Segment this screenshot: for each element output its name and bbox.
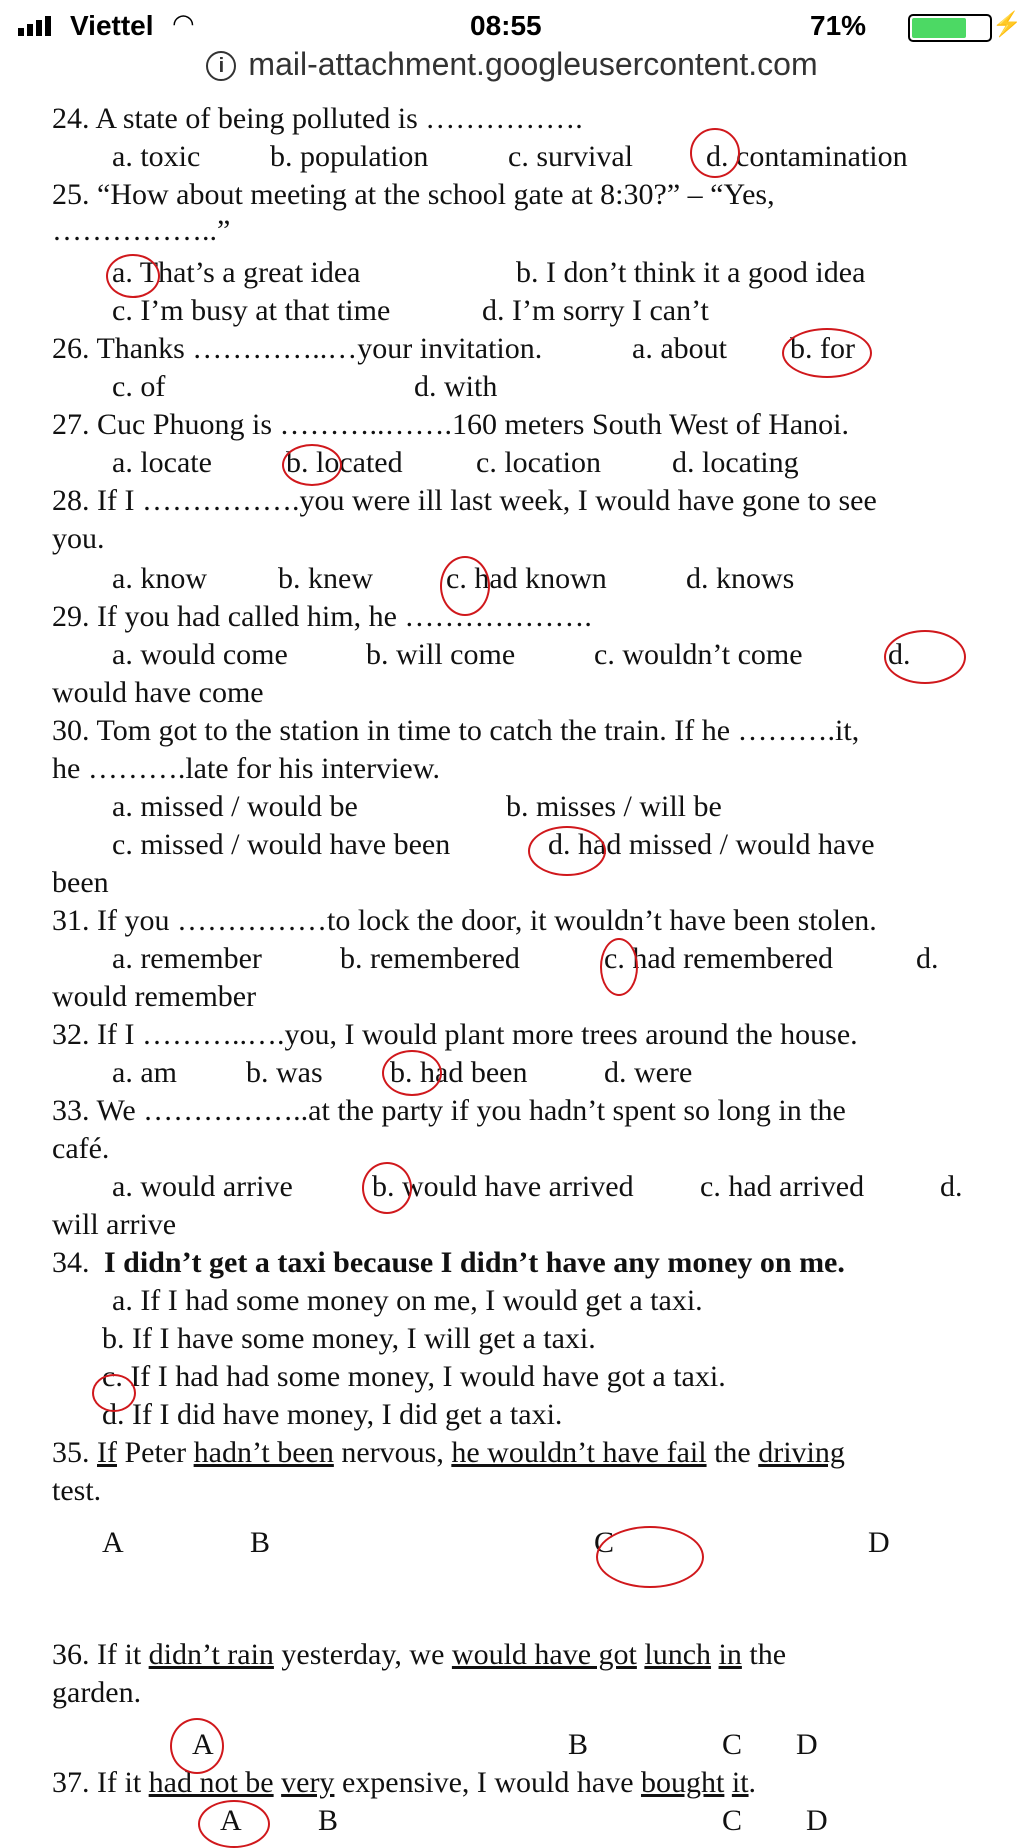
- signal-icon: [18, 16, 51, 36]
- q37-underline-b: very: [281, 1766, 335, 1799]
- q29-option-b: b. will come: [366, 638, 516, 671]
- q37-underline-a: had not be: [148, 1766, 274, 1799]
- q37-underline-d: it: [731, 1766, 749, 1799]
- q33-option-b: b. would have arrived: [372, 1170, 634, 1203]
- q35-underline-b: hadn’t been: [193, 1436, 334, 1469]
- q36-underline-a: didn’t rain: [148, 1638, 274, 1671]
- answer-circle-q27: [282, 444, 342, 486]
- q27-stem: 27. Cuc Phuong is ………..…….160 meters South West of Hanoi.: [52, 408, 850, 441]
- q28-continuation: you.: [52, 522, 105, 555]
- q36-label-c: C: [722, 1728, 743, 1761]
- q36-label-b: B: [568, 1728, 589, 1761]
- q34-option-d: d. If I did have money, I did get a taxi.: [102, 1398, 563, 1431]
- q26-option-c: c. of: [112, 370, 166, 403]
- q26-option-b: b. for: [790, 332, 855, 365]
- q35-label-c: C: [594, 1526, 615, 1559]
- q36-stem: 36. If it didn’t rain yesterday, we would have got lunch in the: [52, 1638, 787, 1671]
- q35-label-a: A: [102, 1526, 124, 1559]
- q24-stem: 24. A state of being polluted is …………….: [52, 102, 583, 135]
- q33-continuation: café.: [52, 1132, 110, 1165]
- q37-label-c: C: [722, 1804, 743, 1837]
- q33-option-a: a. would arrive: [112, 1170, 293, 1203]
- carrier-name: Viettel: [70, 10, 154, 41]
- q33-option-c: c. had arrived: [700, 1170, 865, 1203]
- q34-stem: I didn’t get a taxi because I didn’t have any money on me.: [104, 1246, 845, 1279]
- q25-option-d: d. I’m sorry I can’t: [482, 294, 709, 327]
- q27-option-d: d. locating: [672, 446, 799, 479]
- q26-stem: 26. Thanks …………..…your invitation.: [52, 332, 543, 365]
- charging-icon: ⚡: [992, 11, 1022, 38]
- q29-option-d-continued: would have come: [52, 676, 264, 709]
- q30-continuation: he ……….late for his interview.: [52, 752, 440, 785]
- q34-number: 34.: [52, 1246, 90, 1279]
- q26-option-d: d. with: [414, 370, 498, 403]
- q33-option-d-continued: will arrive: [52, 1208, 177, 1241]
- q35-stem: 35. If Peter hadn’t been nervous, he wouldn’t have fail the driving: [52, 1436, 845, 1469]
- q36-underline-b: would have got: [451, 1638, 637, 1671]
- answer-circle-q36: [170, 1718, 224, 1774]
- q36-continuation: garden.: [52, 1676, 142, 1709]
- answer-circle-q37: [198, 1800, 270, 1848]
- answer-circle-q34: [92, 1374, 136, 1412]
- q28-option-a: a. know: [112, 562, 207, 595]
- q33-option-d: d.: [940, 1170, 963, 1203]
- q29-stem: 29. If you had called him, he ……………….: [52, 600, 592, 633]
- wifi-icon: ◠: [172, 8, 195, 38]
- q28-stem: 28. If I …………….you were ill last week, I would have gone to see: [52, 484, 877, 517]
- q29-option-c: c. wouldn’t come: [594, 638, 803, 671]
- q24-option-d: d. contamination: [706, 140, 908, 173]
- answer-circle-q31: [600, 938, 638, 996]
- q30-stem: 30. Tom got to the station in time to catch the train. If he ……….it,: [52, 714, 860, 747]
- q32-option-c: b. had been: [390, 1056, 528, 1089]
- q36-label-a: A: [192, 1728, 214, 1761]
- q24-option-c: c. survival: [508, 140, 633, 173]
- answer-circle-q29: [884, 630, 966, 684]
- q36-underline-d: in: [718, 1638, 742, 1671]
- q27-option-a: a. locate: [112, 446, 212, 479]
- q27-option-b: b. located: [286, 446, 403, 479]
- q37-label-a: A: [220, 1804, 242, 1837]
- q28-option-c: c. had known: [446, 562, 607, 595]
- q35-underline-a: If: [97, 1436, 117, 1469]
- q35-label-d: D: [868, 1526, 890, 1559]
- url-text: mail-attachment.googleusercontent.com: [248, 46, 818, 82]
- q32-stem: 32. If I ………..….you, I would plant more trees around the house.: [52, 1018, 858, 1051]
- q31-stem: 31. If you ……………to lock the door, it wouldn’t have been stolen.: [52, 904, 877, 937]
- address-bar[interactable]: [0, 46, 1024, 90]
- answer-circle-q28: [440, 556, 490, 616]
- q36-label-d: D: [796, 1728, 818, 1761]
- q37-underline-c: bought: [641, 1766, 725, 1799]
- battery-icon: [908, 14, 992, 42]
- info-icon[interactable]: i: [206, 51, 236, 81]
- q31-option-a: a. remember: [112, 942, 262, 975]
- q35-underline-d: driving: [758, 1436, 845, 1469]
- q26-option-a: a. about: [632, 332, 727, 365]
- q37-label-d: D: [806, 1804, 828, 1837]
- answer-circle-q35: [596, 1526, 704, 1588]
- q28-option-d: d. knows: [686, 562, 795, 595]
- q31-option-d: d.: [916, 942, 939, 975]
- q37-label-b: B: [318, 1804, 339, 1837]
- q36-underline-c: lunch: [644, 1638, 712, 1671]
- q29-option-a: a. would come: [112, 638, 288, 671]
- q28-option-b: b. knew: [278, 562, 373, 595]
- q27-option-c: c. location: [476, 446, 601, 479]
- q30-option-a: a. missed / would be: [112, 790, 358, 823]
- q24-option-b: b. population: [270, 140, 429, 173]
- answer-circle-q32: [382, 1050, 442, 1096]
- q32-option-a: a. am: [112, 1056, 177, 1089]
- q32-option-b: b. was: [246, 1056, 323, 1089]
- answer-circle-q30: [528, 826, 606, 876]
- q33-stem: 33. We ……………..at the party if you hadn’t spent so long in the: [52, 1094, 846, 1127]
- q31-option-b: b. remembered: [340, 942, 520, 975]
- q35-continuation: test.: [52, 1474, 102, 1507]
- q34-option-c: c. If I had had some money, I would have got a taxi.: [102, 1360, 726, 1393]
- q25-option-b: b. I don’t think it a good idea: [516, 256, 866, 289]
- q31-option-d-continued: would remember: [52, 980, 257, 1013]
- q24-option-a: a. toxic: [112, 140, 201, 173]
- q25-option-a: a. That’s a great idea: [112, 256, 361, 289]
- q30-option-d-continued: been: [52, 866, 109, 899]
- q37-stem: 37. If it had not be very expensive, I would have bought it.: [52, 1766, 757, 1799]
- q35-underline-c: he wouldn’t have fail: [451, 1436, 707, 1469]
- answer-circle-q24: [690, 128, 740, 178]
- q35-label-b: B: [250, 1526, 271, 1559]
- q25-stem: 25. “How about meeting at the school gate at 8:30?” – “Yes,: [52, 178, 775, 211]
- answer-circle-q26: [782, 328, 872, 378]
- clock: 08:55: [470, 10, 542, 41]
- answer-circle-q33: [362, 1162, 412, 1214]
- q34-option-a: a. If I had some money on me, I would get a taxi.: [112, 1284, 703, 1317]
- battery-percent: 71%: [810, 10, 867, 41]
- q32-option-d: d. were: [604, 1056, 693, 1089]
- answer-circle-q25: [106, 254, 160, 298]
- q25-blank: ……………..”: [52, 214, 231, 247]
- q31-option-c: c. had remembered: [604, 942, 834, 975]
- q34-option-b: b. If I have some money, I will get a taxi.: [102, 1322, 596, 1355]
- q29-option-d: d.: [888, 638, 911, 671]
- q30-option-c: c. missed / would have been: [112, 828, 451, 861]
- q25-option-c: c. I’m busy at that time: [112, 294, 391, 327]
- q30-option-d: d. had missed / would have: [548, 828, 875, 861]
- q30-option-b: b. misses / will be: [506, 790, 722, 823]
